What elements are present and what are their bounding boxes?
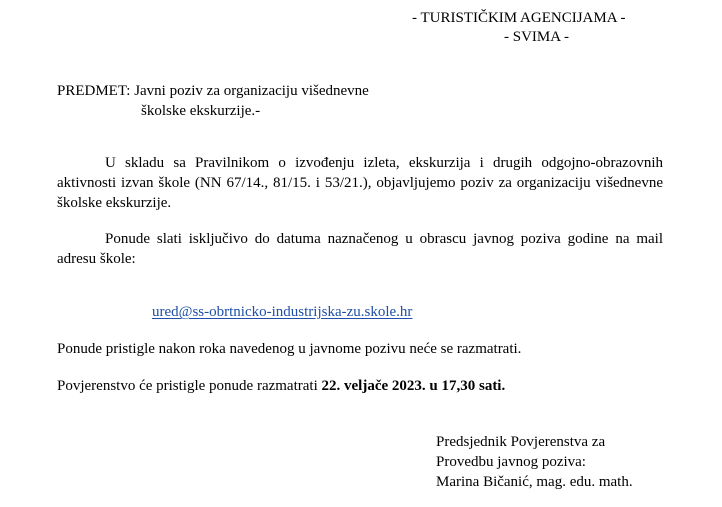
subject-line-1: Javni poziv za organizaciju višednevne [134, 83, 369, 99]
late-offers-notice: Ponude pristigle nakon roka navedenog u javnome pozivu neće se razmatrati. [57, 341, 522, 357]
recipient-travel-agencies: - TURISTIČKIM AGENCIJAMA - [412, 10, 626, 26]
signature-block [436, 432, 633, 492]
committee-date-prefix: Povjerenstvo će pristigle ponude razmatrati [57, 378, 322, 394]
subject-label: PREDMET: [57, 83, 131, 99]
paragraph-submission: Ponude slati isključivo do datuma naznačenog u obrascu javnog poziva godine na mail adresu škole: [57, 231, 663, 267]
paragraph-regulation: U skladu sa Pravilnikom o izvođenju izleta, ekskurzija i drugih odgojno-obrazovnih aktivnosti izvan škole (NN 67/14., 81/15. i 53/21.), objavljujemo poziv za organizaciju višednevne školske ekskurzije. [57, 155, 663, 211]
committee-date-bold: 22. veljače 2023. u 17,30 sati. [321, 378, 506, 394]
recipient-all: - SVIMA - [504, 29, 570, 45]
signature-title-1: Predsjednik Povjerenstva za [436, 434, 606, 450]
signature-name: Marina Bičanić, mag. edu. math. [436, 474, 633, 490]
subject-block [57, 82, 369, 119]
school-email-link[interactable]: ured@ss-obrtnicko-industrijska-zu.skole.hr [152, 304, 413, 320]
signature-title-2: Provedbu javnog poziva: [436, 454, 586, 470]
committee-date-line [57, 377, 505, 395]
subject-line-2: školske ekskurzije.- [141, 103, 261, 119]
